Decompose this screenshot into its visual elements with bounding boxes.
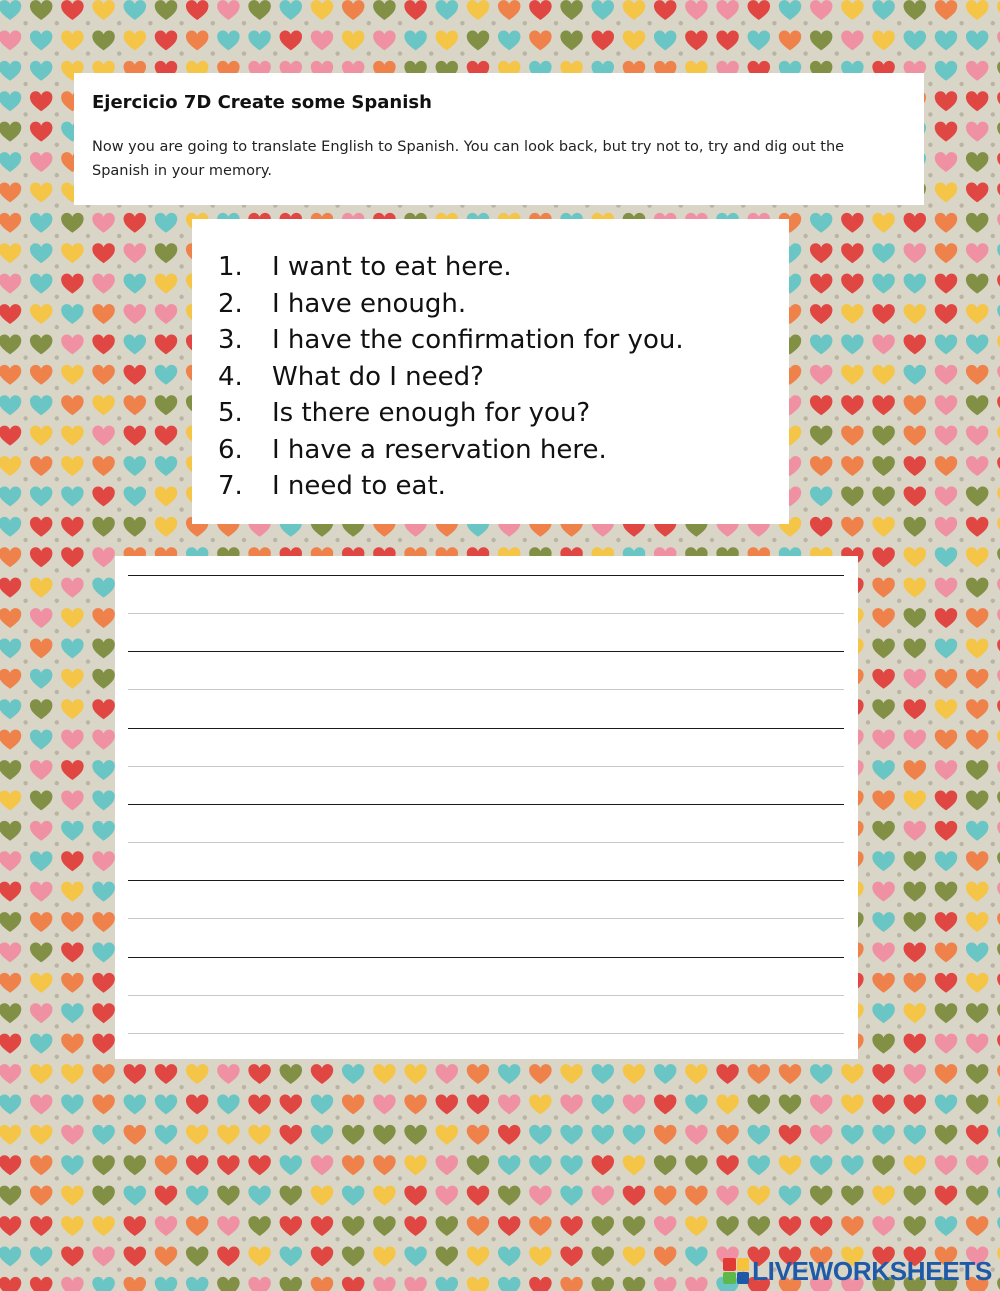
sentence-number: 3. bbox=[218, 325, 243, 355]
sentence-number: 2. bbox=[218, 288, 243, 319]
liveworksheets-logo[interactable] bbox=[723, 1256, 992, 1286]
sentence-item bbox=[218, 286, 789, 323]
sentence-item bbox=[218, 395, 789, 432]
guide-line bbox=[128, 613, 844, 614]
sentence-number: 5. bbox=[218, 398, 243, 428]
answer-line[interactable] bbox=[128, 804, 844, 805]
answer-line[interactable] bbox=[128, 880, 844, 881]
sentence-text: I have the confirmation for you. bbox=[272, 325, 684, 355]
answer-line[interactable] bbox=[128, 575, 844, 576]
answer-writing-area[interactable] bbox=[115, 556, 858, 1059]
logo-text: LIVEWORKSHEETS bbox=[752, 1256, 992, 1286]
guide-line bbox=[128, 842, 844, 843]
sentence-text: I have enough. bbox=[272, 288, 467, 319]
sentence-item bbox=[218, 432, 789, 469]
exercise-header bbox=[74, 73, 924, 205]
sentence-list bbox=[218, 249, 789, 505]
guide-line bbox=[128, 1033, 844, 1034]
answer-line[interactable] bbox=[128, 651, 844, 652]
sentence-text: I want to eat here. bbox=[272, 252, 512, 282]
sentence-text: Is there enough for you? bbox=[272, 398, 591, 428]
sentence-item bbox=[218, 359, 789, 396]
sentence-number: 7. bbox=[218, 471, 243, 501]
sentence-item bbox=[218, 249, 789, 286]
sentence-text: I need to eat. bbox=[272, 471, 446, 501]
sentence-text: I have a reservation here. bbox=[272, 434, 607, 465]
liveworksheets-badge-icon bbox=[723, 1258, 749, 1284]
sentence-text: What do I need? bbox=[272, 361, 484, 392]
answer-line[interactable] bbox=[128, 728, 844, 729]
sentence-item bbox=[218, 322, 789, 359]
guide-line bbox=[128, 918, 844, 919]
exercise-title: Ejercicio 7D Create some Spanish bbox=[92, 92, 432, 113]
sentence-number: 6. bbox=[218, 434, 243, 465]
sentence-number: 4. bbox=[218, 361, 243, 392]
sentence-item bbox=[218, 468, 789, 505]
sentences-box bbox=[192, 219, 789, 524]
guide-line bbox=[128, 995, 844, 996]
answer-line[interactable] bbox=[128, 957, 844, 958]
guide-line bbox=[128, 766, 844, 767]
exercise-instructions: Now you are going to translate English to Spanish. You can look back, but try not to, try and dig out the Spanish in your memory. bbox=[92, 139, 845, 179]
sentence-number: 1. bbox=[218, 252, 243, 282]
guide-line bbox=[128, 689, 844, 690]
